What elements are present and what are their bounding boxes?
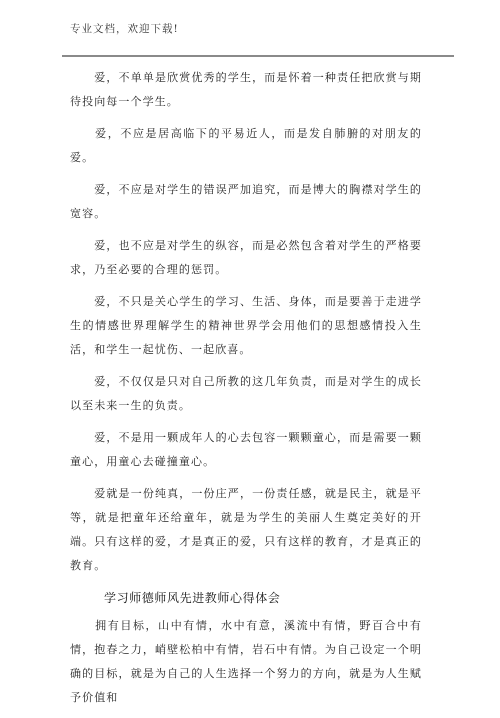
paragraph: 爱，不仅仅是只对自己所教的这几年负责，而是对学生的成长以至未来一生的负责。: [70, 375, 422, 412]
page-header-text: 专业文档，欢迎下载!: [70, 23, 179, 35]
section-heading: 学习师德师风先进教师心得体会: [104, 591, 281, 605]
document-body: [70, 66, 422, 718]
paragraph: 爱，不只是关心学生的学习、生活、身体，而是要善于走进学生的情感世界理解学生的精神世界学会用他们的思想感情投入生活，和学生一起忧伤、一起欣喜。: [70, 295, 422, 356]
paragraph: 爱，不是用一颗成年人的心去包容一颗颗童心，而是需要一颗童心，用童心去碰撞童心。: [70, 431, 422, 468]
paragraph: 爱，不单单是欣赏优秀的学生，而是怀着一种责任把欣赏与期待投向每一个学生。: [70, 71, 422, 108]
paragraph: 拥有目标，山中有情，水中有意，溪流中有情，野百合中有情，抱春之力，峭壁松柏中有情，岩石中有情。为自己设定一个明确的目标，就是为自己的人生选择一个努力的方向，就是为人生赋予价值和: [70, 619, 422, 704]
paragraph: 爱，也不应是对学生的纵容，而是必然包含着对学生的严格要求，乃至必要的合理的惩罚。: [70, 239, 422, 276]
paragraph: 爱，不应是对学生的错误严加追究，而是博大的胸襟对学生的宽容。: [70, 183, 422, 220]
paragraph: 爱，不应是居高临下的平易近人，而是发自肺腑的对朋友的爱。: [70, 127, 422, 164]
header-divider: [62, 55, 454, 57]
paragraph: 爱就是一份纯真，一份庄严，一份责任感，就是民主，就是平等，就是把童年还给童年，就是为学生的美丽人生奠定美好的开端。只有这样的爱，才是真正的爱，只有这样的教育，才是真正的教育。: [70, 487, 422, 572]
